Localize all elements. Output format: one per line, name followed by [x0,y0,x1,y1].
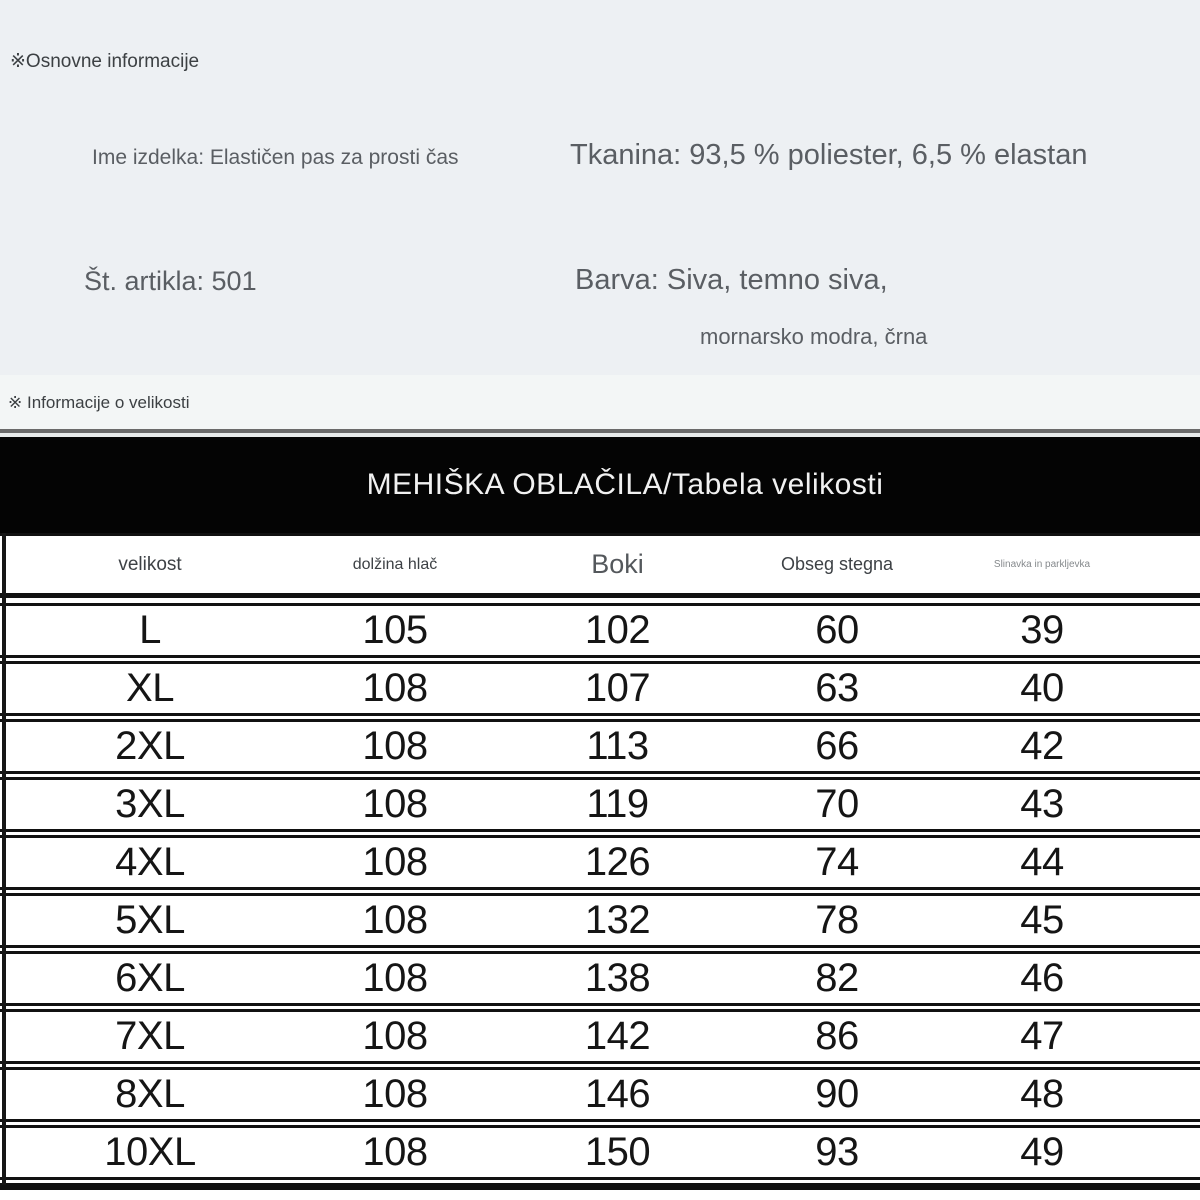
table-row [0,1067,1200,1122]
cell-length: 108 [362,898,428,942]
cell-size: 2XL [115,724,185,768]
cell-thigh: 74 [815,840,859,884]
cell-thigh: 90 [815,1072,859,1116]
table-left-border [2,533,6,1185]
cell-length: 108 [362,724,428,768]
cell-last: 48 [1020,1072,1064,1116]
cell-length: 108 [362,782,428,826]
cell-size: 5XL [115,898,185,942]
table-row [0,1125,1200,1180]
cell-size: 7XL [115,1014,185,1058]
cell-hips: 126 [584,840,651,884]
cell-last: 49 [1020,1130,1064,1174]
cell-length: 108 [362,1014,428,1058]
header-cell-obseg-stegna: Obseg stegna [780,554,894,574]
cell-hips: 142 [584,1014,651,1058]
size-info-heading: ※ Informacije o velikosti [8,393,190,412]
basic-info-heading: ※Osnovne informacije [10,51,200,72]
cell-size: 4XL [115,840,185,884]
cell-thigh: 60 [815,608,859,652]
fabric-composition-text: Tkanina: 93,5 % poliester, 6,5 % elastan [570,139,1088,171]
table-row [0,719,1200,774]
color-options-line2: mornarsko modra, črna [700,324,928,349]
cell-last: 40 [1020,666,1064,710]
cell-size: XL [126,666,174,710]
cell-thigh: 82 [815,956,859,1000]
basic-info-section [0,0,1200,375]
size-table [0,533,1200,1200]
header-cell-dolzina-hlac: dolžina hlač [352,555,438,573]
color-options-line1: Barva: Siva, temno siva, [575,264,888,296]
article-number-text: Št. artikla: 501 [84,266,257,296]
header-cell-velikost: velikost [118,553,182,575]
header-cell-boki: Boki [591,549,644,579]
cell-size: 3XL [115,782,185,826]
cell-hips: 146 [584,1072,651,1116]
cell-length: 108 [362,1072,428,1116]
cell-thigh: 78 [815,898,859,942]
cell-length: 108 [362,956,428,1000]
cell-thigh: 86 [815,1014,859,1058]
table-row [0,893,1200,948]
cell-thigh: 63 [815,666,859,710]
size-info-strip [0,375,1200,429]
cell-last: 44 [1020,840,1064,884]
cell-length: 108 [362,840,428,884]
cell-hips: 132 [584,898,651,942]
cell-hips: 113 [586,724,649,768]
table-row [0,1009,1200,1064]
cell-last: 42 [1020,724,1064,768]
table-row [0,835,1200,890]
cell-hips: 119 [586,782,649,826]
table-bottom-border [0,1183,1200,1190]
cell-last: 47 [1020,1014,1064,1058]
size-table-title: MEHIŠKA OBLAČILA/Tabela velikosti [366,468,884,501]
cell-hips: 107 [584,666,651,710]
cell-length: 108 [362,1130,428,1174]
cell-last: 46 [1020,956,1064,1000]
cell-size: 10XL [104,1130,196,1174]
cell-size: L [139,608,161,652]
product-name-text: Ime izdelka: Elastičen pas za prosti čas [92,146,459,169]
cell-last: 45 [1020,898,1064,942]
cell-hips: 102 [584,608,651,652]
cell-thigh: 93 [815,1130,859,1174]
cell-size: 6XL [115,956,185,1000]
header-cell-slinavka: Slinavka in parkljevka [993,559,1091,570]
table-row [0,951,1200,1006]
cell-last: 43 [1020,782,1064,826]
cell-last: 39 [1020,608,1064,652]
cell-hips: 138 [584,956,651,1000]
cell-length: 108 [362,666,428,710]
cell-thigh: 70 [815,782,859,826]
cell-size: 8XL [115,1072,185,1116]
size-table-header-row [0,533,1200,598]
cell-length: 105 [362,608,428,652]
cell-hips: 150 [584,1130,651,1174]
cell-thigh: 66 [815,724,859,768]
size-table-title-band [0,437,1200,533]
table-row [0,777,1200,832]
table-row [0,603,1200,658]
table-row [0,661,1200,716]
